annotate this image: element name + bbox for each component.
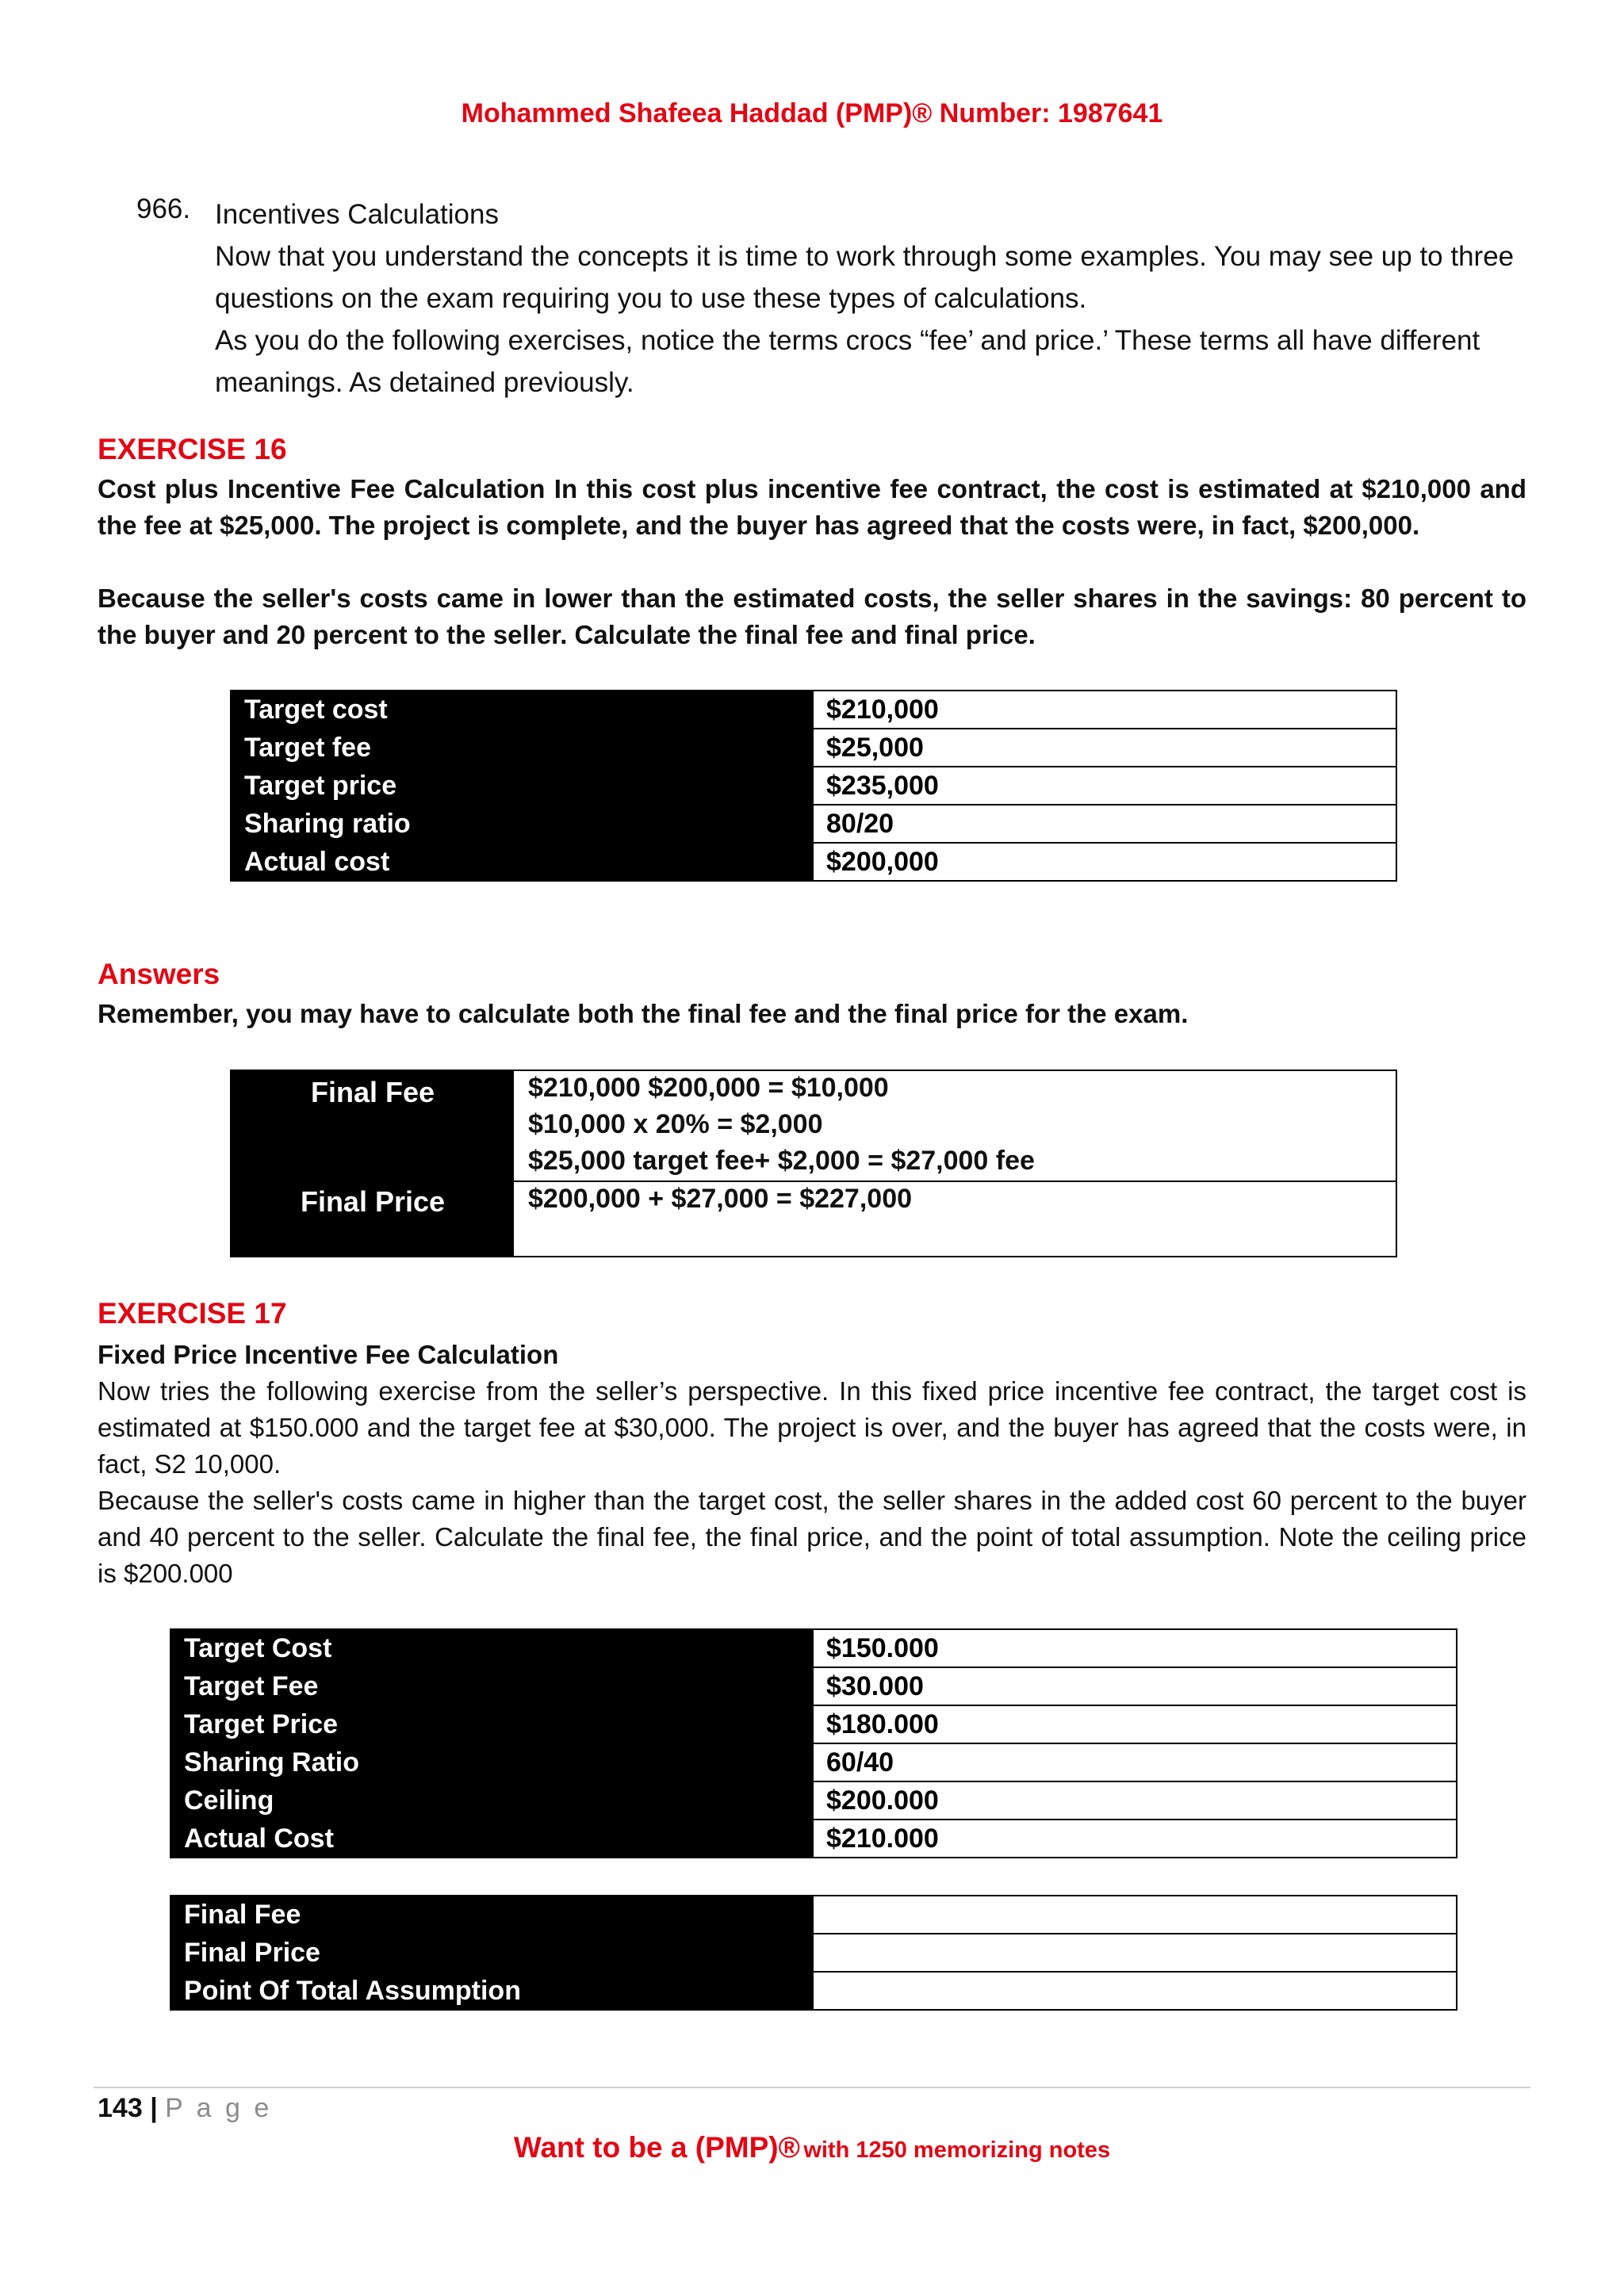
row-value: $235,000 — [813, 767, 1396, 805]
exercise-16-table — [230, 690, 1397, 882]
footer-tagline-small: with 1250 memorizing notes — [803, 2137, 1111, 2163]
row-value: $30.000 — [813, 1667, 1457, 1705]
row-value — [813, 1934, 1457, 1972]
exercise-17-paragraph: Now tries the following exercise from the seller’s perspective. In this fixed price incentive fee contract, the target cost is estimated at $150.000 and the target fee at $30,000. The project is over, and the buyer has agreed that the costs were, in fact, S2 10,000. — [98, 1376, 1526, 1479]
row-value: $210,000 — [813, 691, 1396, 729]
table-row — [170, 1743, 1457, 1781]
page-number-separator: | — [150, 2093, 158, 2123]
exercise-16-paragraph: Cost plus Incentive Fee Calculation In this cost plus incentive fee contract, the cost is estimated at $210,000 and the fee at $25,000. The project is complete, and the buyer has agreed that the costs were, in fact, $200,000. — [98, 474, 1526, 540]
table-row — [231, 843, 1396, 881]
row-value — [813, 1972, 1457, 2010]
exercise-17-heading: EXERCISE 17 — [98, 1297, 287, 1330]
answers-note: Remember, you may have to calculate both the final fee and the final price for the exam. — [98, 999, 1189, 1028]
table-row — [170, 1781, 1457, 1820]
intro-line: questions on the exam requiring you to use these types of calculations. — [215, 283, 1087, 314]
row-value: $200,000 — [813, 843, 1396, 881]
exercise-16-heading: EXERCISE 16 — [98, 433, 287, 465]
final-fee-line: $25,000 target fee+ $2,000 = $27,000 fee — [528, 1146, 1035, 1176]
page-word: P a g e — [165, 2093, 273, 2123]
final-price-label: Final Price — [300, 1185, 446, 1218]
row-value: $180.000 — [813, 1705, 1457, 1743]
footer-tagline-main: Want to be a (PMP)® — [513, 2131, 800, 2164]
page-number-value: 143 — [98, 2093, 143, 2123]
table-row — [231, 691, 1396, 729]
intro-line: Now that you understand the concepts it is time to work through some examples. You may see up to three — [215, 241, 1515, 272]
row-label: Sharing ratio — [231, 805, 813, 843]
exercise-17-subheading: Fixed Price Incentive Fee Calculation — [98, 1340, 559, 1369]
row-label: Sharing Ratio — [170, 1743, 813, 1781]
row-label: Target fee — [231, 729, 813, 767]
row-value: $25,000 — [813, 729, 1396, 767]
final-fee-line: $210,000 $200,000 = $10,000 — [528, 1073, 889, 1103]
table-row — [170, 1820, 1457, 1858]
exercise-16-paragraph: Because the seller's costs came in lower than the estimated costs, the seller shares in the savings: 80 percent to the buyer and 20 percent to the seller. Calculate the final fee and final price. — [98, 584, 1526, 649]
row-label: Actual Cost — [170, 1820, 813, 1858]
footer-tagline — [0, 2131, 1624, 2164]
final-fee-label: Final Fee — [310, 1076, 435, 1108]
table-row — [231, 767, 1396, 805]
answers-table — [230, 1070, 1397, 1257]
table-row — [170, 1705, 1457, 1743]
table-row — [231, 805, 1396, 843]
exercise-17-result-table — [170, 1895, 1457, 2011]
row-label: Target Cost — [170, 1629, 813, 1667]
row-label: Target price — [231, 767, 813, 805]
table-row — [170, 1629, 1457, 1667]
footer-divider — [94, 2087, 1530, 2088]
intro-line: meanings. As detained previously. — [215, 367, 634, 398]
page-header-title: Mohammed Shafeea Haddad (PMP)® Number: 1987641 — [461, 98, 1163, 128]
row-label: Target Fee — [170, 1667, 813, 1705]
row-label: Point Of Total Assumption — [170, 1972, 813, 2010]
row-value: $200.000 — [813, 1781, 1457, 1820]
row-value: $150.000 — [813, 1629, 1457, 1667]
item-number: 966. — [136, 193, 191, 224]
row-value — [813, 1896, 1457, 1934]
row-label: Actual cost — [231, 843, 813, 881]
table-row — [170, 1934, 1457, 1972]
row-label: Target cost — [231, 691, 813, 729]
row-label: Final Price — [170, 1934, 813, 1972]
row-value: 80/20 — [813, 805, 1396, 843]
final-fee-line: $10,000 x 20% = $2,000 — [528, 1109, 823, 1139]
item-title: Incentives Calculations — [215, 199, 499, 230]
row-label: Target Price — [170, 1705, 813, 1743]
row-value: 60/40 — [813, 1743, 1457, 1781]
page-number — [98, 2093, 272, 2124]
intro-line: As you do the following exercises, notice the terms crocs “fee’ and price.’ These terms all have different — [215, 325, 1480, 356]
exercise-17-paragraph: Because the seller's costs came in higher than the target cost, the seller shares in the added cost 60 percent to the buyer and 40 percent to the seller. Calculate the final fee, the final price, and the point of total assumption. Note the ceiling price is $200.000 — [98, 1486, 1526, 1588]
answers-divider — [514, 1181, 1396, 1182]
exercise-17-table — [170, 1628, 1457, 1858]
table-row — [170, 1896, 1457, 1934]
row-label: Ceiling — [170, 1781, 813, 1820]
row-value: $210.000 — [813, 1820, 1457, 1858]
table-row — [170, 1972, 1457, 2010]
row-label: Final Fee — [170, 1896, 813, 1934]
answers-heading: Answers — [98, 958, 220, 990]
final-price-line: $200,000 + $27,000 = $227,000 — [528, 1184, 913, 1214]
table-row — [231, 729, 1396, 767]
table-row — [170, 1667, 1457, 1705]
